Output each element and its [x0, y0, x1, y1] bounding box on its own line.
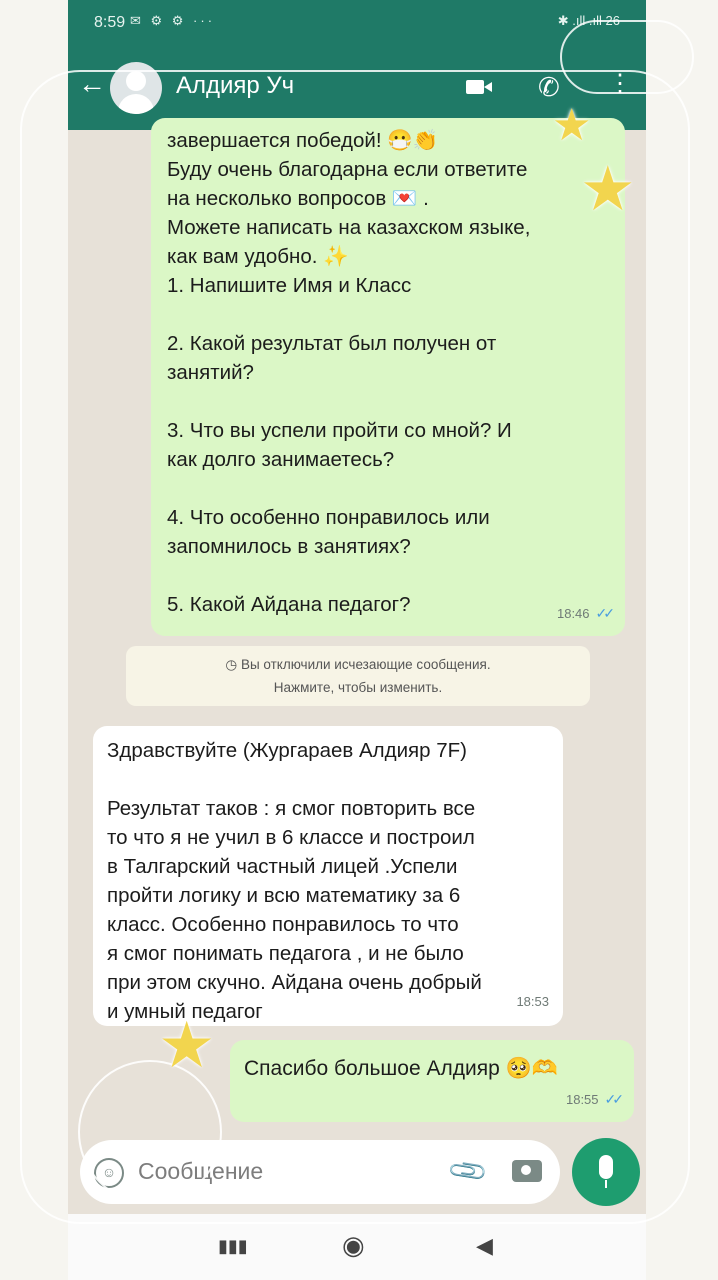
status-time: 8:59 — [94, 14, 126, 31]
message-line: я смог понимать педагога , и не было — [107, 942, 464, 965]
message-line: при этом скучно. Айдана очень добрый — [107, 971, 482, 994]
notice-line-2: Нажмите, чтобы изменить. — [273, 680, 443, 695]
message-line: и умный педагог — [107, 1000, 263, 1023]
message-line: запомнилось в занятиях? — [167, 535, 411, 558]
notice-text: Вы отключили исчезающие сообщения. — [240, 657, 491, 672]
read-ticks-icon: ✓✓ — [604, 1091, 620, 1107]
message-line: 4. Что особенно понравилось или — [167, 506, 490, 529]
message-line: Здравствуйте (Жургараев Алдияр 7F) — [107, 739, 468, 762]
message-line: Буду очень благодарна если ответите — [167, 158, 528, 181]
message-line: класс. Особенно понравилось то что — [107, 913, 459, 936]
more-vert-icon[interactable]: ⋮ — [608, 70, 632, 97]
message-line: в Талгарский частный лицей .Успели — [107, 855, 458, 878]
back-nav-icon[interactable]: ◀ — [476, 1233, 493, 1258]
message-line: 5. Какой Айдана педагог? — [167, 593, 411, 616]
message-line: 3. Что вы успели пройти со мной? И — [167, 419, 512, 442]
system-status-icons: ✱ .ıll .ıll 26 — [557, 13, 620, 28]
message-time: 18:55 — [565, 1092, 599, 1107]
message-time: 18:53 — [516, 994, 549, 1009]
decorative-frame — [20, 70, 690, 1224]
message-line: пройти логику и всю математику за 6 — [107, 884, 461, 907]
voice-call-icon[interactable]: ✆ — [538, 72, 560, 102]
home-icon[interactable]: ◉ — [342, 1230, 365, 1260]
message-line: завершается победой! 😷👏 — [167, 129, 439, 152]
star-sticker: ★ — [552, 101, 592, 150]
message-time: 18:46 — [556, 606, 590, 621]
notification-icons: ✉ ⚙ ⚙ ··· — [130, 13, 216, 28]
paperclip-icon[interactable]: 📎 — [445, 1149, 490, 1194]
recents-icon[interactable]: ▮▮▮ — [218, 1236, 248, 1256]
message-input[interactable]: Сообщение — [138, 1158, 264, 1184]
message-line: как вам удобно. ✨ — [167, 245, 349, 268]
message-line: Результат таков : я смог повторить все — [107, 797, 476, 820]
message-line: 1. Напишите Имя и Класс — [167, 274, 412, 297]
status-bar — [68, 0, 646, 42]
timer-icon: ◷ — [225, 657, 241, 672]
back-arrow-icon[interactable]: ← — [78, 68, 106, 99]
message-line: 2. Какой результат был получен от — [167, 332, 497, 355]
message-line: Можете написать на казахском языке, — [167, 216, 531, 239]
message-line: занятий? — [167, 361, 254, 384]
decorative-wing — [560, 20, 694, 97]
read-ticks-icon: ✓✓ — [595, 605, 611, 621]
star-sticker: ★ — [158, 1009, 216, 1081]
message-text: Спасибо большое Алдияр 🥺🫶 — [244, 1057, 558, 1080]
message-line: то что я не учил в 6 классе и построил — [107, 826, 475, 849]
message-line: как долго занимаетесь? — [167, 448, 395, 471]
message-line: на несколько вопросов 💌 . — [167, 187, 429, 210]
star-sticker: ★ — [580, 155, 636, 224]
contact-name[interactable]: Алдияр Уч — [176, 72, 295, 99]
emoji-icon[interactable]: ☺ — [94, 1158, 124, 1188]
